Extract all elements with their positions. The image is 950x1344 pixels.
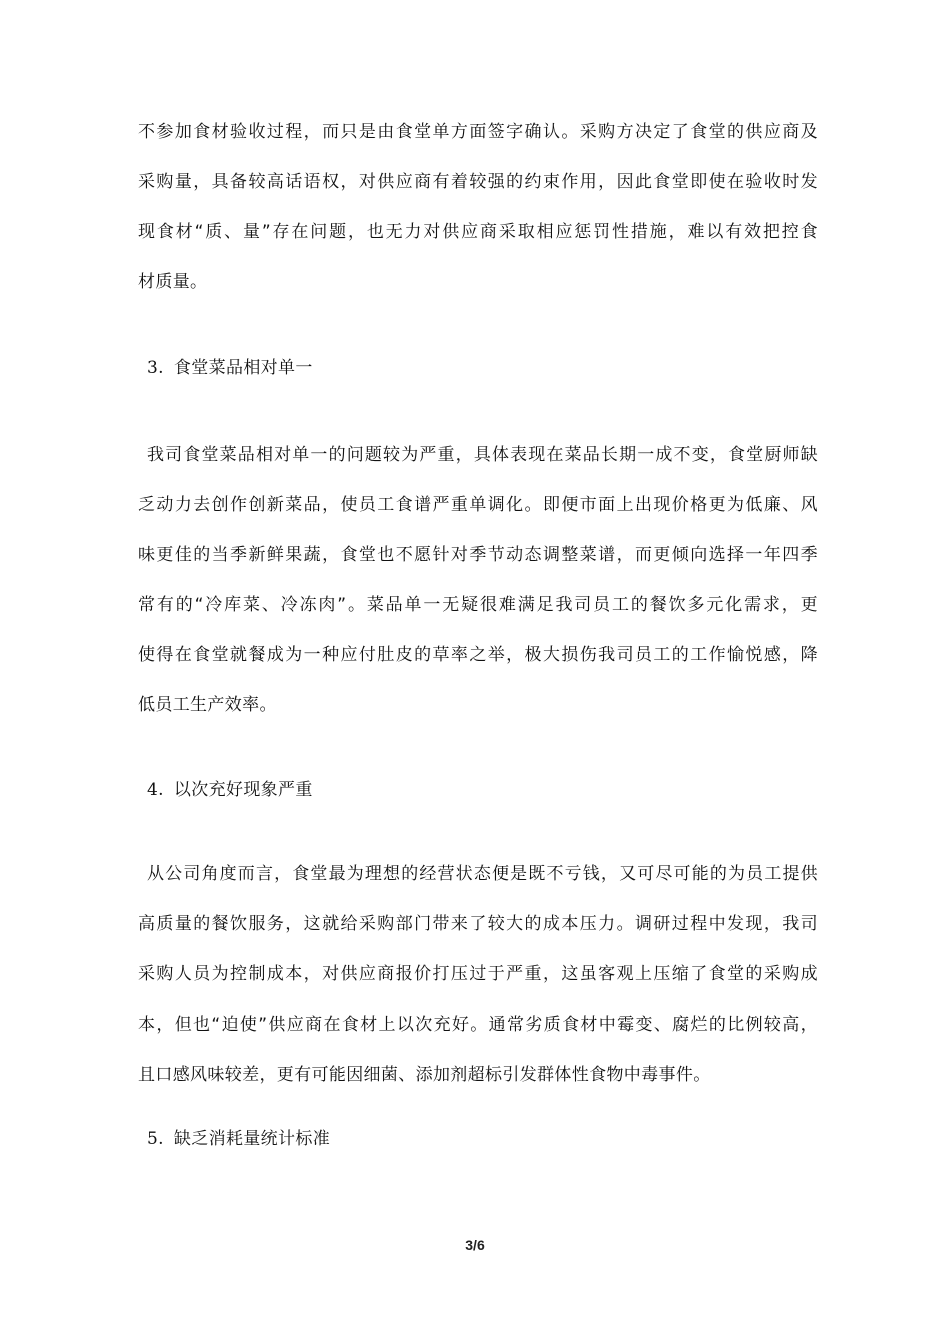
paragraph-2-line-3: 味更佳的当季新鲜果蔬，食堂也不愿针对季节动态调整菜谱，而更倾向选择一年四季 — [138, 545, 818, 565]
paragraph-2-line-1: 我司食堂菜品相对单一的问题较为严重，具体表现在菜品长期一成不变，食堂厨师缺 — [147, 445, 818, 465]
paragraph-3-line-2: 高质量的餐饮服务，这就给采购部门带来了较大的成本压力。调研过程中发现，我司 — [138, 914, 818, 934]
paragraph-1-line-3: 现食材“质、量”存在问题，也无力对供应商采取相应惩罚性措施，难以有效把控食 — [138, 222, 818, 242]
paragraph-3-line-1: 从公司角度而言，食堂最为理想的经营状态便是既不亏钱，又可尽可能的为员工提供 — [147, 864, 818, 884]
paragraph-1-line-2: 采购量，具备较高话语权，对供应商有着较强的约束作用，因此食堂即使在验收时发 — [138, 172, 818, 192]
paragraph-1-line-1: 不参加食材验收过程，而只是由食堂单方面签字确认。采购方决定了食堂的供应商及 — [138, 122, 818, 142]
paragraph-3-line-5: 且口感风味较差，更有可能因细菌、添加剂超标引发群体性食物中毒事件。 — [138, 1065, 711, 1085]
paragraph-2-line-4: 常有的“冷库菜、冷冻肉”。菜品单一无疑很难满足我司员工的餐饮多元化需求，更 — [138, 595, 818, 615]
paragraph-3-line-3: 采购人员为控制成本，对供应商报价打压过于严重，这虽客观上压缩了食堂的采购成 — [138, 964, 818, 984]
section-heading-3 — [147, 356, 313, 380]
section-heading-4 — [147, 778, 313, 802]
section-heading-4-number: 4. — [147, 780, 164, 800]
section-heading-3-text: 食堂菜品相对单一 — [173, 358, 313, 378]
section-heading-3-number: 3. — [147, 358, 164, 378]
paragraph-2-line-6: 低员工生产效率。 — [138, 695, 277, 715]
paragraph-3-line-4: 本，但也“迫使”供应商在食材上以次充好。通常劣质食材中霉变、腐烂的比例较高， — [138, 1015, 818, 1035]
section-heading-4-text: 以次充好现象严重 — [173, 780, 313, 800]
paragraph-2-line-2: 乏动力去创作创新菜品，使员工食谱严重单调化。即便市面上出现价格更为低廉、风 — [138, 495, 818, 515]
page-number: 3/6 — [465, 1237, 485, 1253]
paragraph-1-line-4: 材质量。 — [138, 272, 208, 292]
section-heading-5 — [147, 1127, 330, 1151]
section-heading-5-number: 5. — [147, 1129, 164, 1149]
paragraph-2-line-5: 使得在食堂就餐成为一种应付肚皮的草率之举，极大损伤我司员工的工作愉悦感，降 — [138, 645, 818, 665]
section-heading-5-text: 缺乏消耗量统计标准 — [173, 1129, 331, 1149]
